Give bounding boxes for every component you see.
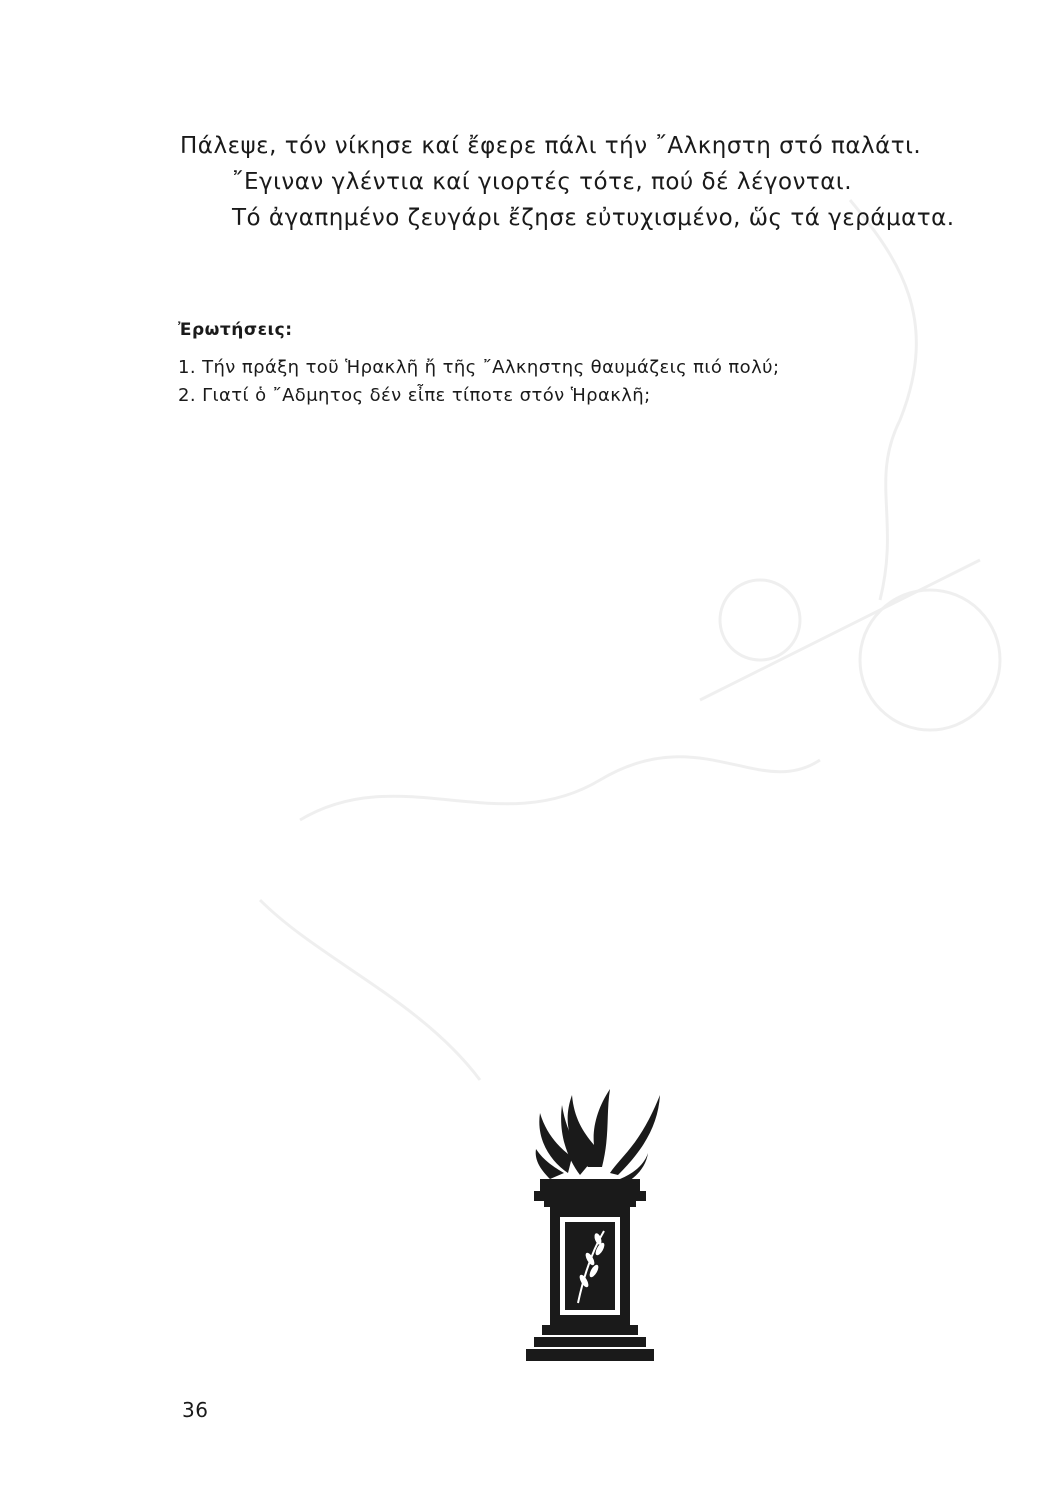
- paragraph-2: ῎Εγιναν γλέντια καί γιορτές τότε, πού δέ λέγονται.: [232, 169, 853, 195]
- question-item-1: 1. Τήν πράξη τοῦ Ἡρακλῆ ἤ τῆς ῎Αλκηστης θαυμάζεις πιό πολύ;: [178, 357, 780, 378]
- paragraph-1: Πάλεψε, τόν νίκησε καί ἔφερε πάλι τήν ῎Αλκηστη στό παλάτι.: [180, 133, 922, 159]
- story-text: [180, 128, 1000, 236]
- question-item-2: 2. Γιατί ὁ ῎Αδμητος δέν εἶπε τίποτε στόν Ἡρακλῆ;: [178, 385, 651, 406]
- page-number: 36: [182, 1398, 209, 1422]
- questions-section: [178, 320, 998, 410]
- questions-heading: Ἐρωτήσεις:: [178, 320, 293, 340]
- paragraph-3: Τό ἀγαπημένο ζευγάρι ἔζησε εὐτυχισμένο, ὥς τά γεράματα.: [232, 205, 955, 231]
- question-list: [178, 354, 998, 410]
- flaming-altar-icon: [510, 1075, 670, 1375]
